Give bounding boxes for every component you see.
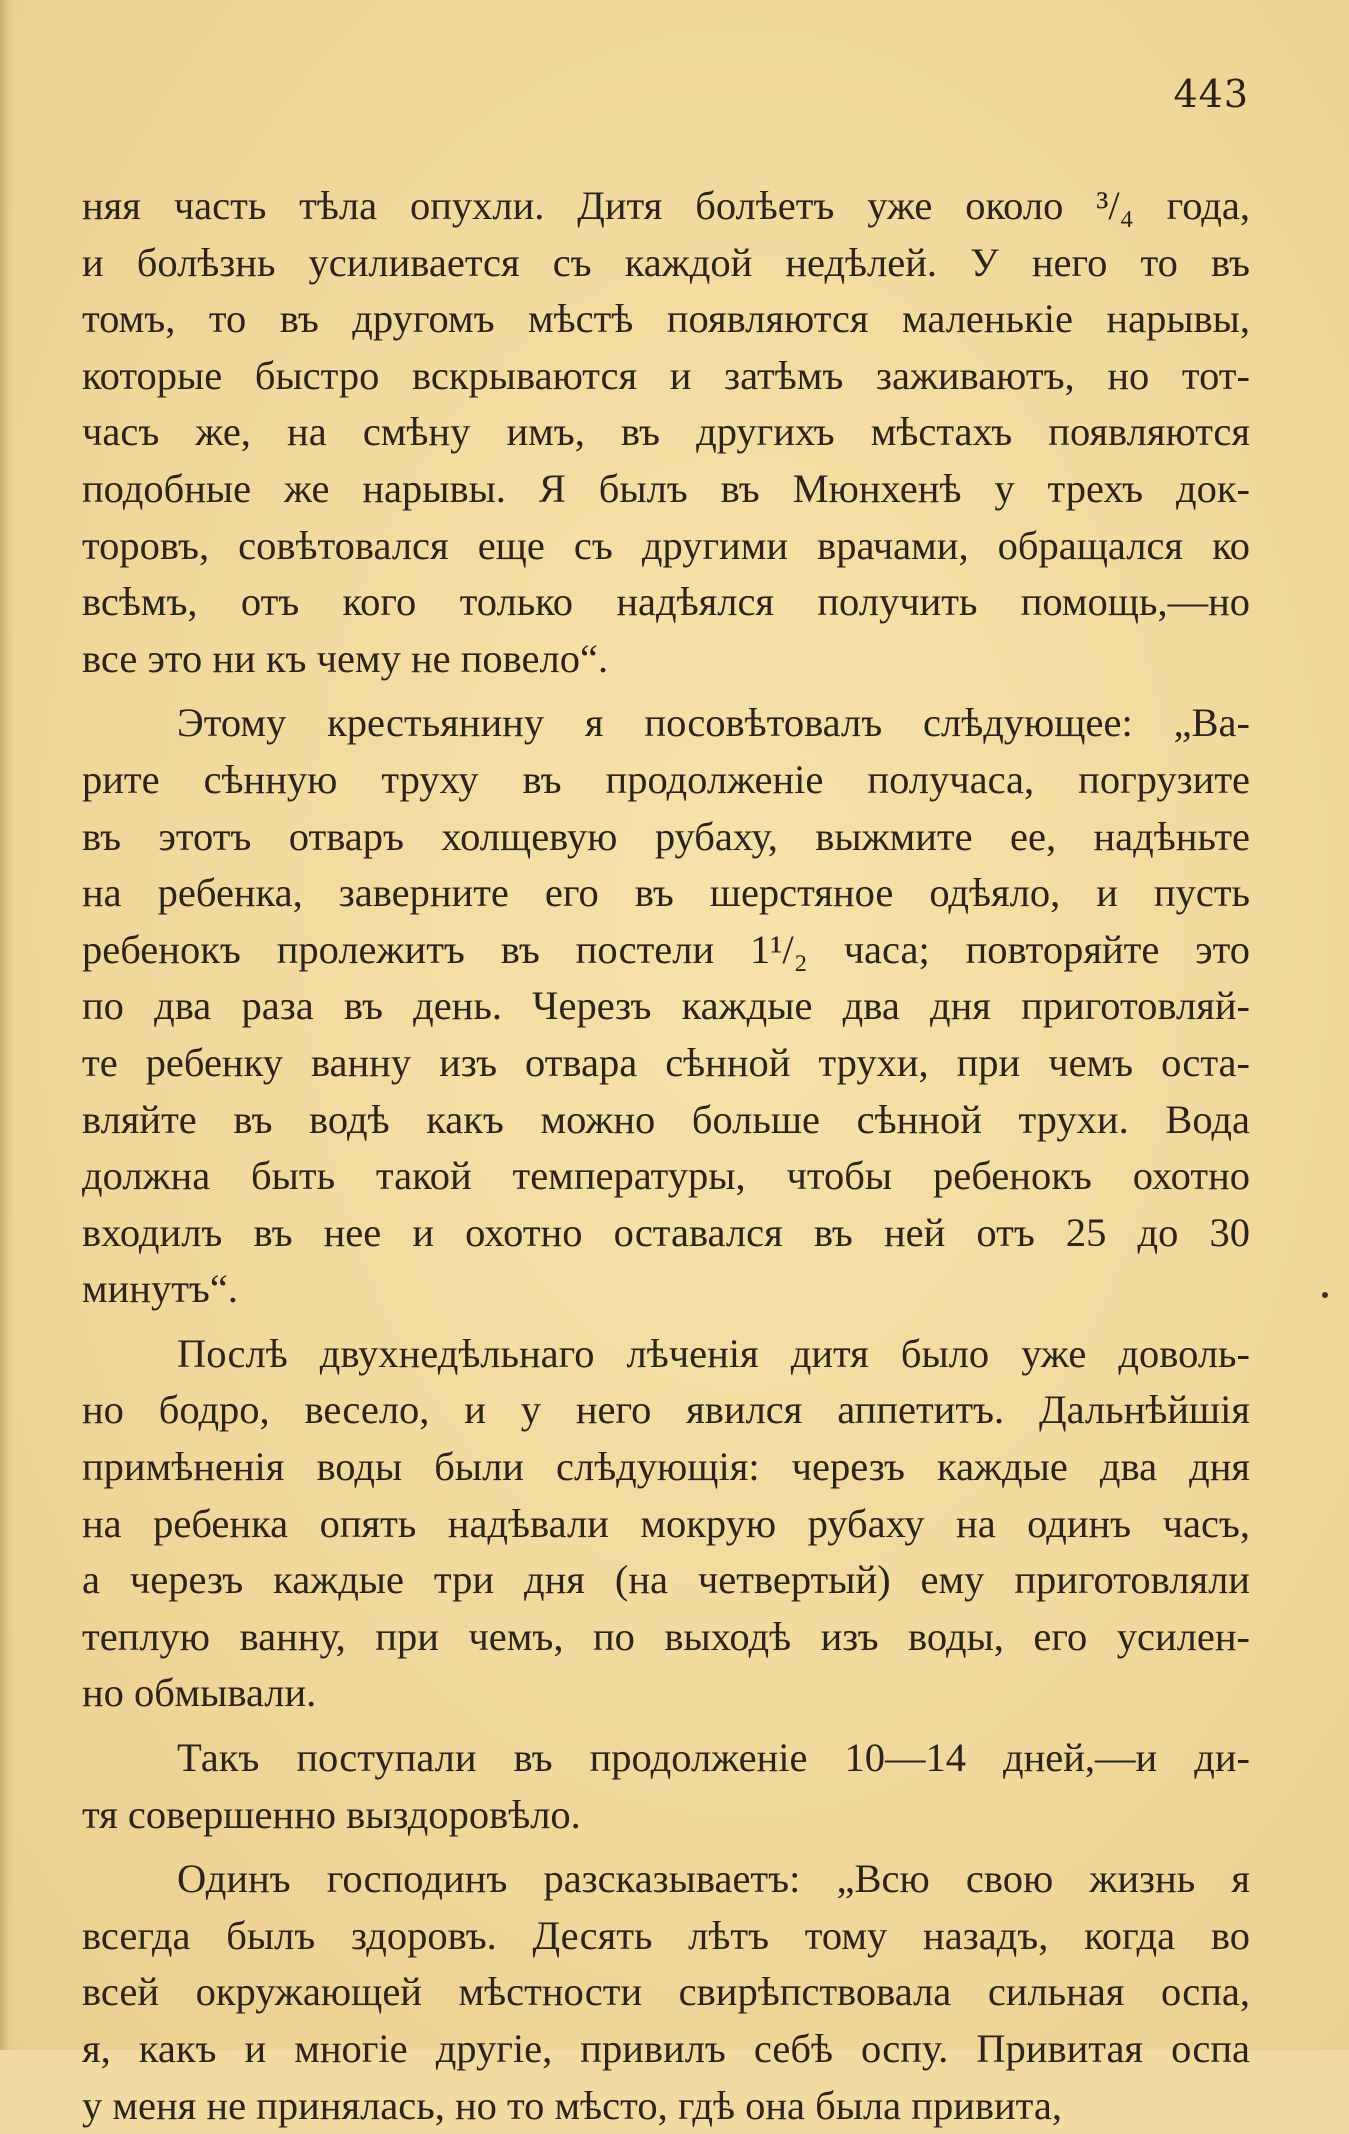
text-line: и болѣзнь усиливается съ каждой недѣлей. У него то въ bbox=[82, 239, 1250, 285]
text-line: рите сѣнную труху въ продолженіе получаса, погрузите bbox=[82, 756, 1250, 802]
text-line: те ребенку ванну изъ отвара сѣнной трухи, при чемъ оста- bbox=[82, 1039, 1250, 1085]
text-line: томъ, то въ другомъ мѣстѣ появляются маленькіе нарывы, bbox=[82, 296, 1250, 342]
text-line: всегда былъ здоровъ. Десять лѣтъ тому назадъ, когда во bbox=[82, 1912, 1250, 1958]
text-line: теплую ванну, при чемъ, по выходѣ изъ воды, его усилен- bbox=[82, 1613, 1250, 1659]
text-line: всѣмъ, отъ кого только надѣялся получить помощь,—но bbox=[82, 579, 1250, 625]
paragraph bbox=[82, 178, 1250, 687]
text-line: часъ же, на смѣну имъ, въ другихъ мѣстахъ появляются bbox=[82, 409, 1250, 455]
margin-dot bbox=[1322, 1292, 1328, 1298]
text-line: а черезъ каждые три дня (на четвертый) ему приготовляли bbox=[82, 1557, 1250, 1603]
paragraph bbox=[82, 1730, 1250, 1843]
paragraph bbox=[82, 1326, 1250, 1722]
text-line: Этому крестьянину я посовѣтовалъ слѣдующее: „Ва- bbox=[177, 700, 1250, 746]
paragraph-gap bbox=[82, 687, 1250, 695]
text-line: но бодро, весело, и у него явился аппетитъ. Дальнѣйшія bbox=[82, 1387, 1250, 1433]
text-line: по два раза въ день. Черезъ каждые два дня приготовляй- bbox=[82, 983, 1250, 1029]
text-line: минутъ“. bbox=[82, 1266, 238, 1312]
page-number: 443 bbox=[1173, 72, 1249, 116]
text-line: въ этотъ отваръ холщевую рубаху, выжмите ее, надѣньте bbox=[82, 813, 1250, 859]
paragraph-gap bbox=[82, 1722, 1250, 1730]
text-line: на ребенка, заверните его въ шерстяное одѣяло, и пусть bbox=[82, 870, 1250, 916]
text-line: у меня не принялась, но то мѣсто, гдѣ она была привита, bbox=[82, 2082, 1062, 2128]
text-line: примѣненія воды были слѣдующія: черезъ каждые два дня bbox=[82, 1444, 1250, 1490]
text-line: ребенокъ пролежитъ въ постели 1¹/₂ часа; повторяйте это bbox=[82, 926, 1250, 972]
paragraph-gap bbox=[82, 1318, 1250, 1326]
text-line: Такъ поступали въ продолженіе 10—14 дней,—и ди- bbox=[177, 1735, 1250, 1781]
paragraph bbox=[82, 695, 1250, 1318]
page-text bbox=[82, 178, 1250, 2134]
text-line: все это ни къ чему не повело“. bbox=[82, 635, 609, 681]
paragraph-gap bbox=[82, 1843, 1250, 1851]
paragraph bbox=[82, 1851, 1250, 2134]
text-line: но обмывали. bbox=[82, 1670, 317, 1716]
text-line: всей окружающей мѣстности свирѣпствовала сильная оспа, bbox=[82, 1969, 1250, 2015]
text-line: няя часть тѣла опухли. Дитя болѣетъ уже около ³/₄ года, bbox=[82, 183, 1250, 228]
text-line: подобные же нарывы. Я былъ въ Мюнхенѣ у трехъ док- bbox=[82, 465, 1250, 511]
text-line: Одинъ господинъ разсказываетъ: „Всю свою жизнь я bbox=[177, 1856, 1250, 1902]
text-line: на ребенка опять надѣвали мокрую рубаху на одинъ часъ, bbox=[82, 1500, 1250, 1546]
text-line: которые быстро вскрываются и затѣмъ заживаютъ, но тот- bbox=[82, 352, 1250, 398]
text-line: должна быть такой температуры, чтобы ребенокъ охотно bbox=[82, 1153, 1250, 1199]
text-line: торовъ, совѣтовался еще съ другими врачами, обращался ко bbox=[82, 522, 1250, 568]
text-line: тя совершенно выздоровѣло. bbox=[82, 1791, 581, 1837]
text-line: Послѣ двухнедѣльнаго лѣченія дитя было уже доволь- bbox=[177, 1330, 1250, 1376]
page-binding-edge bbox=[0, 0, 14, 2050]
text-line: вляйте въ водѣ какъ можно больше сѣнной трухи. Вода bbox=[82, 1096, 1250, 1142]
text-line: я, какъ и многіе другіе, привилъ себѣ оспу. Привитая оспа bbox=[82, 2026, 1250, 2071]
text-line: входилъ въ нее и охотно оставался въ ней отъ 25 до 30 bbox=[82, 1209, 1250, 1255]
